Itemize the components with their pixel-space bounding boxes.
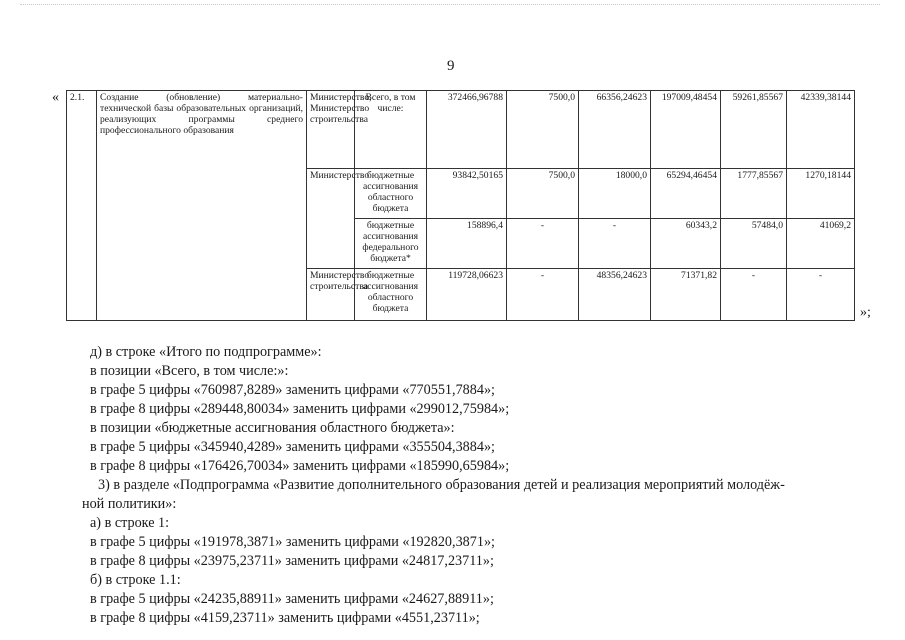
text-line: в позиции «Всего, в том числе:»: [90,363,289,379]
text-line: в графе 8 цифры «23975,23711» заменить цифрами «24817,23711»; [90,553,494,569]
scan-artifact-line [20,4,880,9]
ministry-cell: Министерство, Министерство строительства [307,91,355,169]
value-cell: - [507,269,579,321]
page-number: 9 [447,58,455,74]
text-line: в графе 5 цифры «760987,8289» заменить цифрами «770551,7884»; [90,382,495,398]
text-line: в позиции «бюджетные ассигнования областного бюджета»: [90,420,455,436]
value-cell: 158896,4 [427,219,507,269]
value-cell: 119728,06623 [427,269,507,321]
value-cell: 59261,85567 [721,91,787,169]
value-cell: 65294,46454 [651,169,721,219]
value-cell: 71371,82 [651,269,721,321]
value-cell: - [721,269,787,321]
text-line: в графе 5 цифры «345940,4289» заменить цифрами «355504,3884»; [90,439,495,455]
value-cell: 1777,85567 [721,169,787,219]
value-cell: 57484,0 [721,219,787,269]
text-line: 3) в разделе «Подпрограмма «Развитие дополнительного образования детей и реализация мероприятий молодёж- [98,477,785,493]
opening-quote: « [52,90,59,105]
text-line: в графе 5 цифры «24235,88911» заменить цифрами «24627,88911»; [90,591,494,607]
funding-source-cell: Всего, в том числе: [355,91,427,169]
text-line: а) в строке 1: [90,515,170,531]
value-cell: 197009,48454 [651,91,721,169]
value-cell: 93842,50165 [427,169,507,219]
text-line: б) в строке 1.1: [90,572,181,588]
value-cell: 7500,0 [507,91,579,169]
value-cell: 18000,0 [579,169,651,219]
text-line: в графе 8 цифры «176426,70034» заменить цифрами «185990,65984»; [90,458,510,474]
text-line: ной политики»: [82,496,177,512]
text-line: в графе 5 цифры «191978,3871» заменить цифрами «192820,3871»; [90,534,495,550]
row-number-cell: 2.1. [67,91,97,321]
text-line: в графе 8 цифры «289448,80034» заменить цифрами «299012,75984»; [90,401,510,417]
table-row [67,91,855,169]
value-cell: - [787,269,855,321]
value-cell: 60343,2 [651,219,721,269]
funding-source-cell: бюджетные ассигнования областного бюджета [355,269,427,321]
value-cell: - [507,219,579,269]
value-cell: 42339,38144 [787,91,855,169]
value-cell: 41069,2 [787,219,855,269]
value-cell: 66356,24623 [579,91,651,169]
program-table [66,90,855,321]
funding-source-cell: бюджетные ассигнования федерального бюджета* [355,219,427,269]
value-cell: 372466,96788 [427,91,507,169]
measure-name-cell: Создание (обновление) материально-технической базы образовательных организаций, реализующих программы среднего профессионального образования [97,91,307,321]
amendment-text [82,343,850,628]
value-cell: 7500,0 [507,169,579,219]
value-cell: 1270,18144 [787,169,855,219]
value-cell: 48356,24623 [579,269,651,321]
closing-quote: »; [860,305,871,320]
ministry-cell: Министерство строительства [307,269,355,321]
value-cell: - [579,219,651,269]
text-line: в графе 8 цифры «4159,23711» заменить цифрами «4551,23711»; [90,610,480,626]
funding-source-cell: бюджетные ассигнования областного бюджета [355,169,427,219]
ministry-cell: Министерство [307,169,355,269]
text-line: д) в строке «Итого по подпрограмме»: [90,344,322,360]
